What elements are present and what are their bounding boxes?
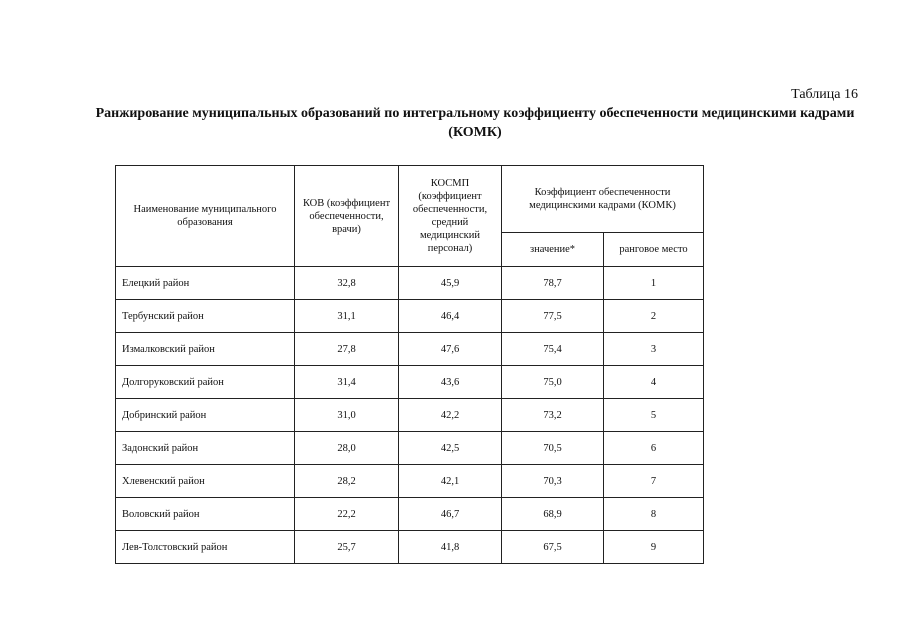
cell-rank: 3	[604, 333, 704, 366]
cell-rank: 5	[604, 399, 704, 432]
cell-municipality-name: Хлевенский район	[116, 465, 295, 498]
header-kov: КОВ (коэффициент обеспеченности, врачи)	[295, 166, 399, 267]
cell-kov: 32,8	[295, 267, 399, 300]
cell-rank: 6	[604, 432, 704, 465]
cell-municipality-name: Лев-Толстовский район	[116, 531, 295, 564]
table-row	[116, 267, 704, 300]
table-row	[116, 300, 704, 333]
table-number-label: Таблица 16	[791, 87, 858, 102]
cell-rank: 7	[604, 465, 704, 498]
cell-komk-value: 77,5	[502, 300, 604, 333]
cell-kosmp: 42,1	[399, 465, 502, 498]
cell-kosmp: 43,6	[399, 366, 502, 399]
table-title: Ранжирование муниципальных образований по интегральному коэффициенту обеспеченности медицинскими кадрами (КОМК)	[95, 106, 855, 140]
cell-kov: 27,8	[295, 333, 399, 366]
cell-kosmp: 46,7	[399, 498, 502, 531]
cell-komk-value: 73,2	[502, 399, 604, 432]
table-row	[116, 366, 704, 399]
cell-kosmp: 42,5	[399, 432, 502, 465]
cell-municipality-name: Елецкий район	[116, 267, 295, 300]
header-komk-value: значение*	[502, 233, 604, 267]
table-row	[116, 531, 704, 564]
cell-rank: 1	[604, 267, 704, 300]
cell-rank: 4	[604, 366, 704, 399]
cell-komk-value: 78,7	[502, 267, 604, 300]
cell-kov: 28,2	[295, 465, 399, 498]
table-row	[116, 432, 704, 465]
table-row	[116, 333, 704, 366]
cell-kosmp: 42,2	[399, 399, 502, 432]
cell-kosmp: 47,6	[399, 333, 502, 366]
cell-kosmp: 46,4	[399, 300, 502, 333]
table-row	[116, 465, 704, 498]
cell-kov: 22,2	[295, 498, 399, 531]
cell-kov: 31,4	[295, 366, 399, 399]
cell-kosmp: 41,8	[399, 531, 502, 564]
header-rank: ранговое место	[604, 233, 704, 267]
cell-rank: 2	[604, 300, 704, 333]
cell-kov: 25,7	[295, 531, 399, 564]
ranking-table	[115, 165, 704, 564]
cell-kosmp: 45,9	[399, 267, 502, 300]
cell-municipality-name: Долгоруковский район	[116, 366, 295, 399]
cell-municipality-name: Тербунский район	[116, 300, 295, 333]
cell-rank: 9	[604, 531, 704, 564]
cell-kov: 31,0	[295, 399, 399, 432]
header-municipality: Наименование муниципального образования	[116, 166, 295, 267]
cell-komk-value: 68,9	[502, 498, 604, 531]
cell-kov: 31,1	[295, 300, 399, 333]
cell-rank: 8	[604, 498, 704, 531]
cell-komk-value: 70,5	[502, 432, 604, 465]
table-row	[116, 498, 704, 531]
cell-komk-value: 75,4	[502, 333, 604, 366]
table-body	[116, 267, 704, 564]
cell-municipality-name: Измалковский район	[116, 333, 295, 366]
cell-kov: 28,0	[295, 432, 399, 465]
cell-komk-value: 67,5	[502, 531, 604, 564]
cell-komk-value: 70,3	[502, 465, 604, 498]
header-komk-group: Коэффициент обеспеченности медицинскими кадрами (КОМК)	[502, 166, 704, 233]
table-row	[116, 399, 704, 432]
cell-municipality-name: Добринский район	[116, 399, 295, 432]
header-kosmp: КОСМП (коэффициент обеспеченности, средний медицинский персонал)	[399, 166, 502, 267]
cell-municipality-name: Задонский район	[116, 432, 295, 465]
cell-komk-value: 75,0	[502, 366, 604, 399]
cell-municipality-name: Воловский район	[116, 498, 295, 531]
